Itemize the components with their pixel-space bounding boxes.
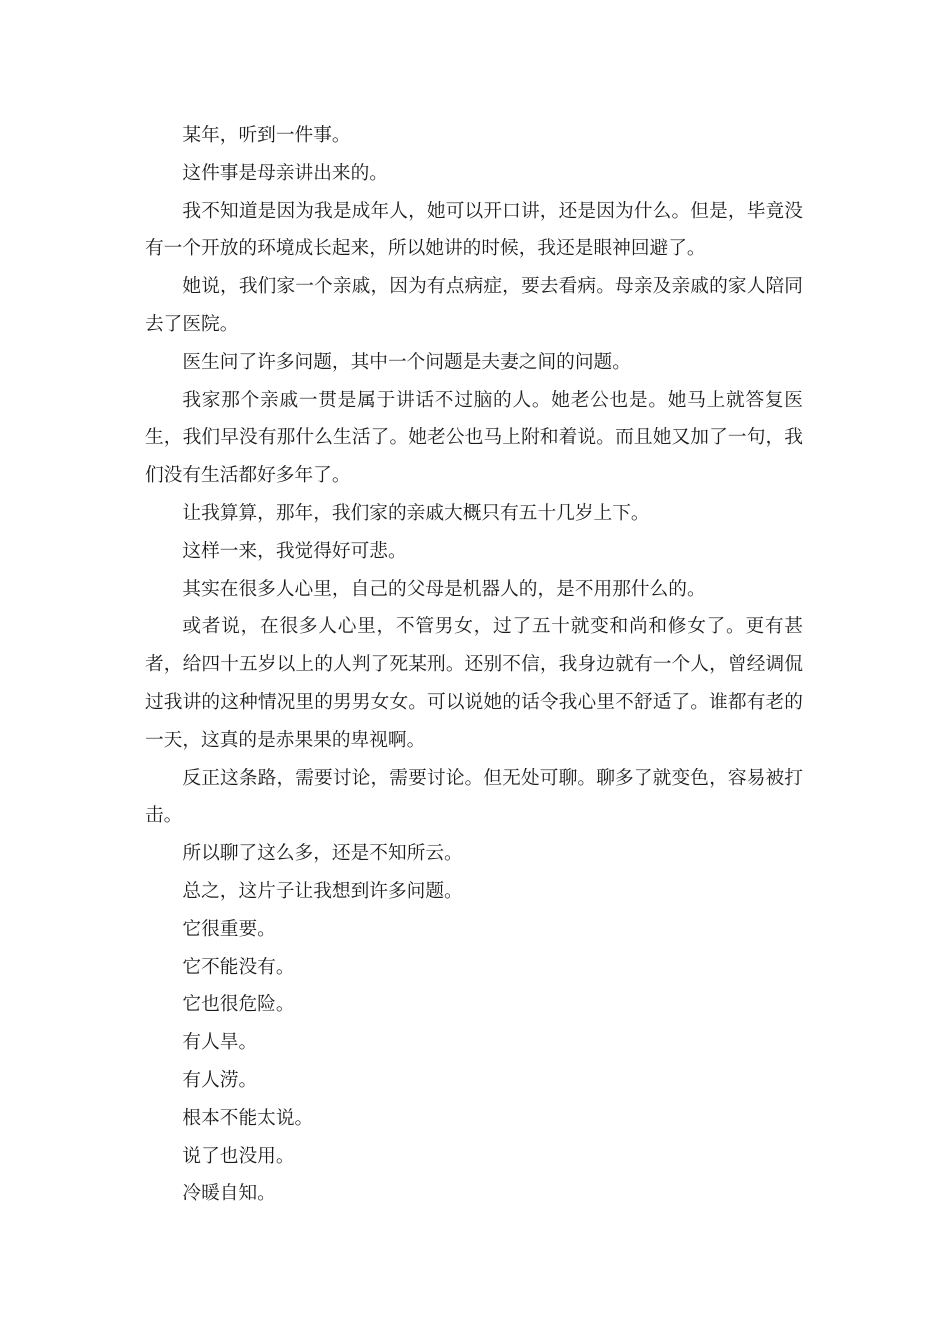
paragraph: 我不知道是因为我是成年人，她可以开口讲，还是因为什么。但是，毕竟没有一个开放的环境成长起来，所以她讲的时候，我还是眼神回避了。 — [145, 200, 803, 260]
paragraph: 它不能没有。 — [182, 956, 295, 978]
paragraph: 她说，我们家一个亲戚，因为有点病症，要去看病。母亲及亲戚的家人陪同去了医院。 — [145, 276, 803, 335]
document-body — [145, 117, 803, 1213]
paragraph: 它很重要。 — [182, 918, 276, 940]
paragraph: 说了也没用。 — [182, 1145, 295, 1167]
paragraph: 反正这条路，需要讨论，需要讨论。但无处可聊。聊多了就变色，容易被打击。 — [145, 767, 803, 827]
paragraph: 让我算算，那年，我们家的亲戚大概只有五十几岁上下。 — [182, 502, 650, 524]
paragraph: 或者说，在很多人心里，不管男女，过了五十就变和尚和修女了。更有甚者，给四十五岁以上的人判了死某刑。还别不信，我身边就有一个人，曾经调侃过我讲的这种情况里的男男女女。可以说她的话令我心里不舒适了。谁都有老的一天，这真的是赤果果的卑视啊。 — [145, 616, 803, 751]
paragraph: 有人涝。 — [182, 1069, 258, 1091]
paragraph: 这样一来，我觉得好可悲。 — [182, 540, 407, 562]
paragraph: 冷暖自知。 — [182, 1183, 276, 1205]
paragraph: 某年，听到一件事。 — [182, 125, 351, 146]
paragraph: 我家那个亲戚一贯是属于讲话不过脑的人。她老公也是。她马上就答复医生，我们早没有那什么生活了。她老公也马上附和着说。而且她又加了一句，我们没有生活都好多年了。 — [145, 389, 803, 487]
paragraph: 总之，这片子让我想到许多问题。 — [182, 880, 463, 902]
paragraph: 其实在很多人心里，自己的父母是机器人的，是不用那什么的。 — [182, 578, 706, 600]
paragraph: 医生问了许多问题，其中一个问题是夫妻之间的问题。 — [182, 351, 631, 373]
paragraph: 所以聊了这么多，还是不知所云。 — [182, 843, 463, 865]
paragraph: 有人旱。 — [182, 1032, 258, 1054]
paragraph: 根本不能太说。 — [182, 1107, 314, 1129]
paragraph: 它也很危险。 — [182, 994, 295, 1016]
paragraph: 这件事是母亲讲出来的。 — [182, 162, 388, 184]
